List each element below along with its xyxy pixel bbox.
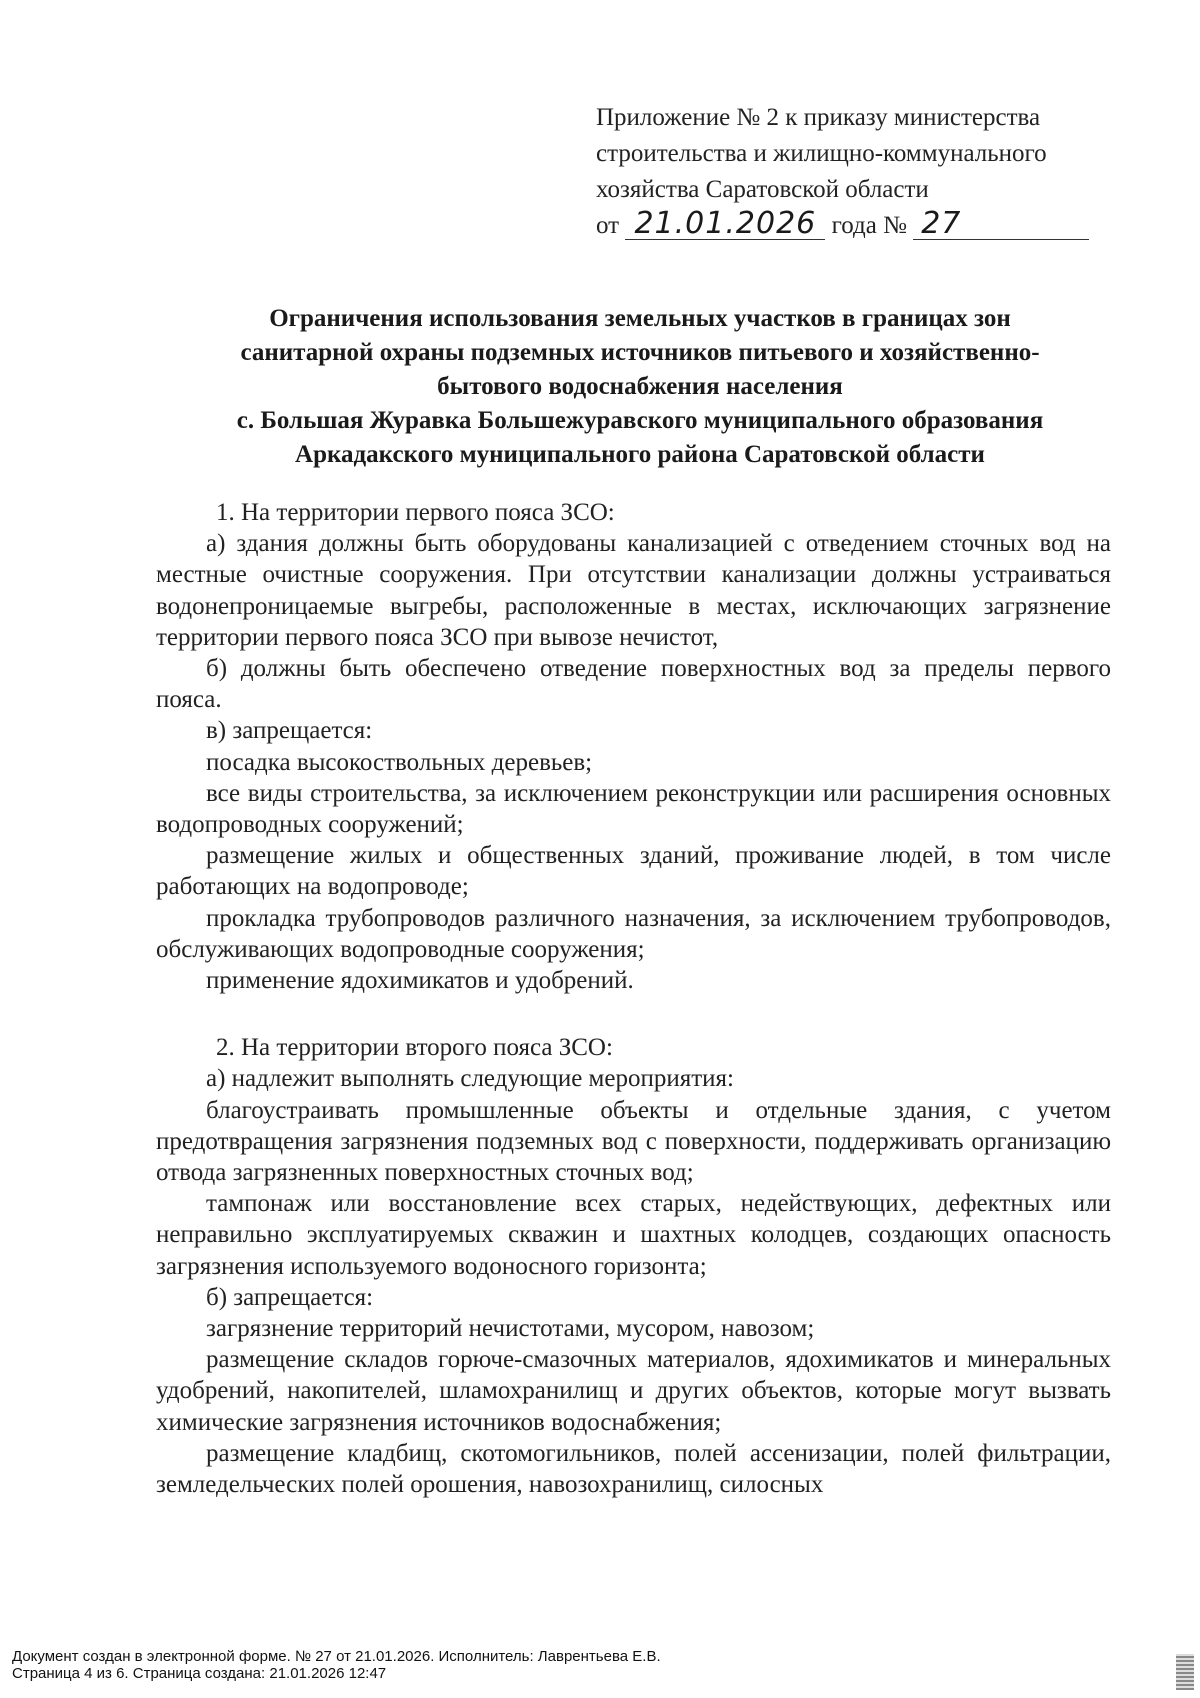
- scan-edge-mark: [1176, 1654, 1194, 1690]
- section-2-item-a: а) надлежит выполнять следующие мероприятия:: [206, 1065, 734, 1093]
- section-1-prohibition: применение ядохимикатов и удобрений.: [206, 967, 634, 995]
- title-line-2: санитарной охраны подземных источников питьевого и хозяйственно-: [240, 339, 1040, 366]
- section-1-item-c: в) запрещается:: [206, 717, 373, 745]
- appendix-line-2: строительства и жилищно-коммунального: [596, 140, 1047, 167]
- appendix-line-3: хозяйства Саратовской области: [596, 176, 929, 203]
- appendix-date-line: [596, 208, 1116, 244]
- section-2-heading: 2. На территории второго пояса ЗСО:: [216, 1034, 613, 1062]
- handwritten-order-number: 27: [913, 209, 1089, 240]
- section-1-prohibition: прокладка трубопроводов различного назначения, за исключением трубопроводов, обслуживающих водопроводные сооружения;: [156, 904, 1111, 963]
- section-1-prohibition: все виды строительства, за исключением реконструкции или расширения основных водопроводных сооружений;: [156, 779, 1111, 839]
- section-1-item-a: а) здания должны быть оборудованы канализацией с отведением сточных вод на местные очистные сооружения. При отсутствии канализации должны устраиваться водонепроницаемые выгребы, расположенные в местах, исключающих загрязнение территории первого пояса ЗСО при вывозе нечистот,: [156, 530, 1111, 651]
- title-line-5: Аркадакского муниципального района Саратовской области: [295, 441, 985, 468]
- footer-line-1: Документ создан в электронной форме. № 27 от 21.01.2026. Исполнитель: Лаврентьева Е.В.: [12, 1648, 661, 1665]
- section-1-item-b: б) должны быть обеспечено отведение поверхностных вод за пределы первого пояса.: [156, 655, 1111, 714]
- section-1-heading: 1. На территории первого пояса ЗСО:: [216, 499, 615, 526]
- section-1-prohibition: посадка высокоствольных деревьев;: [206, 748, 593, 776]
- document-title: [150, 302, 1130, 472]
- appendix-line-1: Приложение № 2 к приказу министерства: [596, 104, 1041, 131]
- appendix-header: [596, 100, 1116, 244]
- section-2-measure: тампонаж или восстановление всех старых, недействующих, дефектных или неправильно эксплуатируемых скважин и шахтных колодцев, создающих опасность загрязнения используемого водоносного горизонта;: [156, 1190, 1111, 1280]
- footer-line-2: Страница 4 из 6. Страница создана: 21.01.2026 12:47: [12, 1665, 387, 1682]
- section-2-item-b: б) запрещается:: [206, 1283, 374, 1311]
- section-2-prohibition: размещение кладбищ, скотомогильников, полей ассенизации, полей фильтрации, земледельческих полей орошения, навозохранилищ, силосных: [156, 1439, 1111, 1499]
- title-line-3: бытового водоснабжения населения: [437, 373, 843, 400]
- from-label: от: [596, 212, 620, 239]
- handwritten-date: 21.01.2026: [625, 209, 825, 240]
- electronic-document-footer: [12, 1648, 1162, 1682]
- section-2-measure: благоустраивать промышленные объекты и отдельные здания, с учетом предотвращения загрязнения подземных вод с поверхности, поддерживать организацию отвода загрязненных поверхностных сточных вод;: [156, 1096, 1111, 1187]
- title-line-4: с. Большая Журавка Большежуравского муниципального образования: [236, 407, 1044, 434]
- title-line-1: Ограничения использования земельных участков в границах зон: [269, 305, 1011, 332]
- section-1-prohibition: размещение жилых и общественных зданий, проживание людей, в том числе работающих на водопроводе;: [156, 842, 1111, 901]
- section-2-prohibition: загрязнение территорий нечистотами, мусором, навозом;: [206, 1315, 815, 1343]
- year-label: года №: [831, 212, 907, 239]
- section-2-prohibition: размещение складов горюче-смазочных материалов, ядохимикатов и минеральных удобрений, накопителей, шламохранилищ и других объектов, которые могут вызвать химические загрязнения источников водоснабжения;: [156, 1346, 1111, 1436]
- document-body: [156, 497, 1111, 1500]
